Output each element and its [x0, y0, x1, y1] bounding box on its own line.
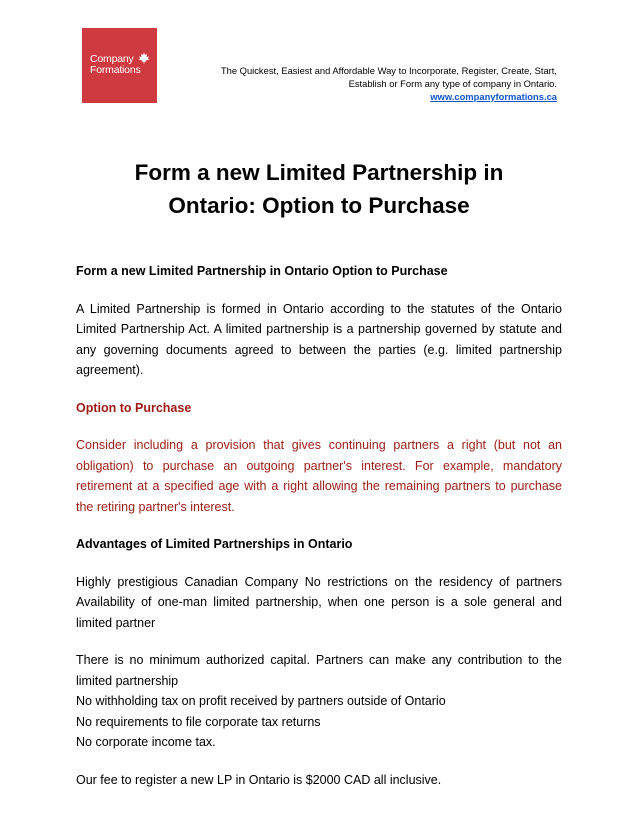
- income-tax-line: No corporate income tax.: [76, 735, 216, 749]
- company-logo: [82, 28, 157, 103]
- logo-text: [90, 54, 141, 76]
- maple-leaf-icon: [138, 52, 150, 64]
- section-heading-intro: Form a new Limited Partnership in Ontario Option to Purchase: [76, 264, 448, 278]
- intro-paragraph: A Limited Partnership is formed in Ontario according to the statutes of the Ontario Limited Partnership Act. A limited partnership is a partnership governed by statute and any governing documents agreed to between the parties (e.g. limited partnership agreement).: [76, 301, 562, 377]
- logo-line2: Formations: [90, 64, 141, 76]
- capital-paragraph: There is no minimum authorized capital. Partners can make any contribution to the limited partnership: [76, 653, 562, 688]
- fee-paragraph: Our fee to register a new LP in Ontario is $2000 CAD all inclusive.: [76, 772, 442, 787]
- tagline-line2: Establish or Form any type of company in Ontario.: [348, 78, 557, 89]
- advantages-paragraph: Highly prestigious Canadian Company No restrictions on the residency of partners Availability of one-man limited partnership, when one person is a sole general and limited partner: [76, 574, 562, 630]
- page-title: [76, 156, 562, 222]
- website-link[interactable]: www.companyformations.ca: [430, 91, 557, 102]
- document-body: [76, 261, 562, 790]
- logo-line1: Company: [90, 53, 134, 65]
- header-tagline: [177, 64, 557, 103]
- title-line1: Form a new Limited Partnership in: [134, 160, 504, 185]
- option-paragraph: Consider including a provision that gives continuing partners a right (but not an obligation) to purchase an outgoing partner's interest. For example, mandatory retirement at a specified age with a right allowing the remaining partners to purchase the retiring partner's interest.: [76, 438, 562, 514]
- tagline-line1: The Quickest, Easiest and Affordable Way to Incorporate, Register, Create, Start,: [220, 65, 557, 76]
- withholding-line: No withholding tax on profit received by partners outside of Ontario: [76, 694, 446, 708]
- section-heading-option: Option to Purchase: [76, 400, 192, 415]
- tax-returns-line: No requirements to file corporate tax returns: [76, 714, 321, 729]
- title-line2: Ontario: Option to Purchase: [168, 193, 470, 218]
- section-heading-advantages: Advantages of Limited Partnerships in Ontario: [76, 537, 353, 551]
